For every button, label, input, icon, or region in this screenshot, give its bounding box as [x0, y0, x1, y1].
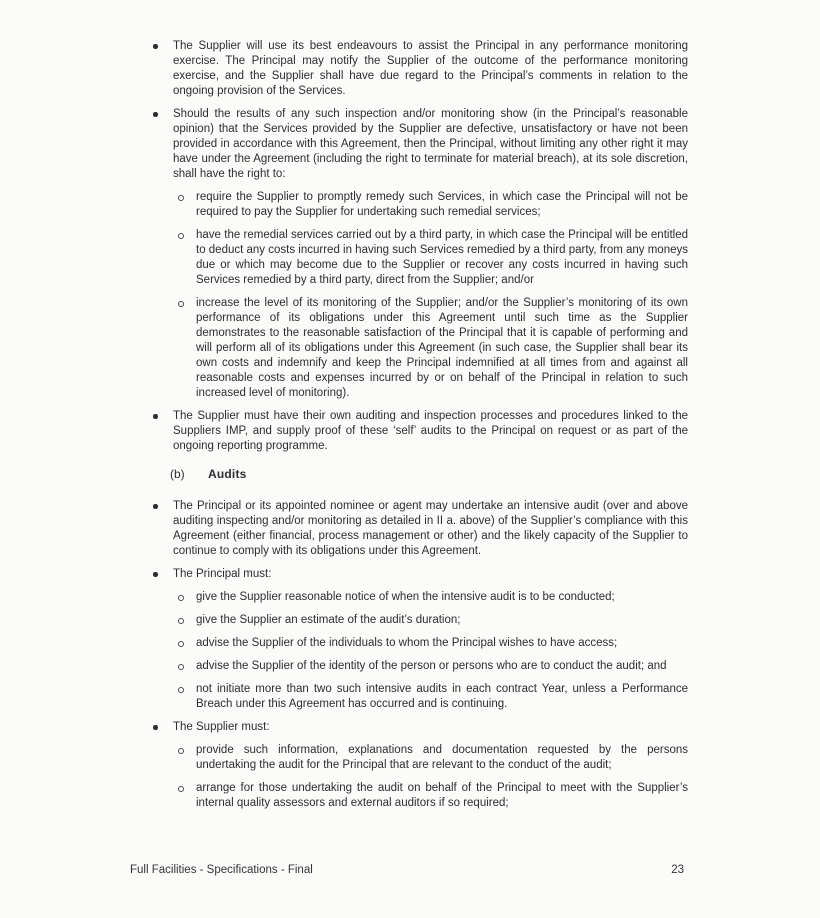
list-item: [130, 659, 688, 674]
list-item: [130, 636, 688, 651]
list-item: [130, 409, 688, 454]
section-heading-label: (b): [170, 467, 185, 481]
list-item: [130, 682, 688, 712]
circle-bullet-icon: [178, 687, 184, 693]
list-item-text: Should the results of any such inspection and/or monitoring show (in the Principal’s reasonable opinion) that the Services provided by the Supplier are defective, unsatisfactory or have not been provided in accordance with this Agreement, then the Principal, without limiting any other right it may have under the Agreement (including the right to terminate for material breach), at its sole discretion, shall have the right to:: [173, 108, 688, 180]
page-number: 23: [671, 864, 684, 876]
list-item-text: The Principal or its appointed nominee or agent may undertake an intensive audit (over and above auditing inspecting and/or monitoring as detailed in II a. above) of the Supplier’s compliance with this Agreement (either financial, process management or other) and the likely capacity of the Supplier to continue to comply with its obligations under this Agreement.: [173, 500, 688, 557]
circle-bullet-icon: [178, 748, 184, 754]
list-item-text: give the Supplier an estimate of the audit’s duration;: [196, 614, 461, 626]
circle-bullet-icon: [178, 786, 184, 792]
bullet-icon: [153, 44, 158, 49]
list-item-text: arrange for those undertaking the audit on behalf of the Principal to meet with the Supplier’s internal quality assessors and external auditors if so required;: [196, 782, 688, 809]
bullet-icon: [153, 504, 158, 509]
section-heading-title: Audits: [208, 467, 247, 481]
list-item: [130, 39, 688, 99]
list-item-text: provide such information, explanations and documentation requested by the persons undertaking the audit for the Principal that are relevant to the conduct of the audit;: [196, 744, 688, 771]
list-item-text: require the Supplier to promptly remedy such Services, in which case the Principal will not be required to pay the Supplier for undertaking such remedial services;: [196, 191, 688, 218]
circle-bullet-icon: [178, 618, 184, 624]
bullet-icon: [153, 572, 158, 577]
circle-bullet-icon: [178, 233, 184, 239]
list-item-text: not initiate more than two such intensive audits in each contract Year, unless a Performance Breach under this Agreement has occurred and is continuing.: [196, 683, 688, 710]
list-item-text: The Supplier will use its best endeavours to assist the Principal in any performance monitoring exercise. The Principal may notify the Supplier of the outcome of the performance monitoring exercise, and the Supplier shall have due regard to the Principal’s comments in relation to the ongoing provision of the Services.: [173, 40, 688, 97]
list-item: [130, 296, 688, 401]
list-item: [130, 720, 688, 735]
footer-title: Full Facilities - Specifications - Final: [130, 864, 313, 876]
bullet-icon: [153, 725, 158, 730]
list-item: [130, 743, 688, 773]
circle-bullet-icon: [178, 664, 184, 670]
list-item: [130, 590, 688, 605]
list-item: [130, 781, 688, 811]
list-item-text: have the remedial services carried out by a third party, in which case the Principal will be entitled to deduct any costs incurred in having such Services remedied by a third party, from any moneys due or which may become due to the Supplier or recover any costs incurred in having such Services remedied by a third party, direct from the Supplier; and/or: [196, 229, 688, 286]
list-item-text: give the Supplier reasonable notice of when the intensive audit is to be conducted;: [196, 591, 615, 603]
list-item-text: increase the level of its monitoring of the Supplier; and/or the Supplier’s monitoring of its own performance of its obligations under this Agreement until such time as the Supplier demonstrates to the reasonable satisfaction of the Principal that it is capable of performing and will perform all of its obligations under this Agreement (in such case, the Supplier shall bear its own costs and indemnify and keep the Principal indemnified at all times from and against all reasonable costs and expenses incurred by or on behalf of the Principal in relation to such increased level of monitoring).: [196, 297, 688, 399]
circle-bullet-icon: [178, 195, 184, 201]
document-page: [130, 39, 688, 819]
section-heading: [170, 467, 688, 482]
list-item-text: The Supplier must have their own auditing and inspection processes and procedures linked to the Suppliers IMP, and supply proof of these ‘self’ audits to the Principal on request or as part of the ongoing reporting programme.: [173, 410, 688, 452]
list-item: [130, 567, 688, 582]
circle-bullet-icon: [178, 301, 184, 307]
list-item-text: The Supplier must:: [173, 721, 270, 733]
page-footer: [130, 864, 684, 876]
list-item: [130, 107, 688, 182]
list-item: [130, 613, 688, 628]
list-item: [130, 190, 688, 220]
bullet-icon: [153, 414, 158, 419]
list-item: [130, 228, 688, 288]
list-item-text: advise the Supplier of the identity of the person or persons who are to conduct the audit; and: [196, 660, 667, 672]
list-item: [130, 499, 688, 559]
list-item-text: advise the Supplier of the individuals to whom the Principal wishes to have access;: [196, 637, 618, 649]
list-item-text: The Principal must:: [173, 568, 272, 580]
circle-bullet-icon: [178, 641, 184, 647]
bullet-icon: [153, 112, 158, 117]
circle-bullet-icon: [178, 595, 184, 601]
